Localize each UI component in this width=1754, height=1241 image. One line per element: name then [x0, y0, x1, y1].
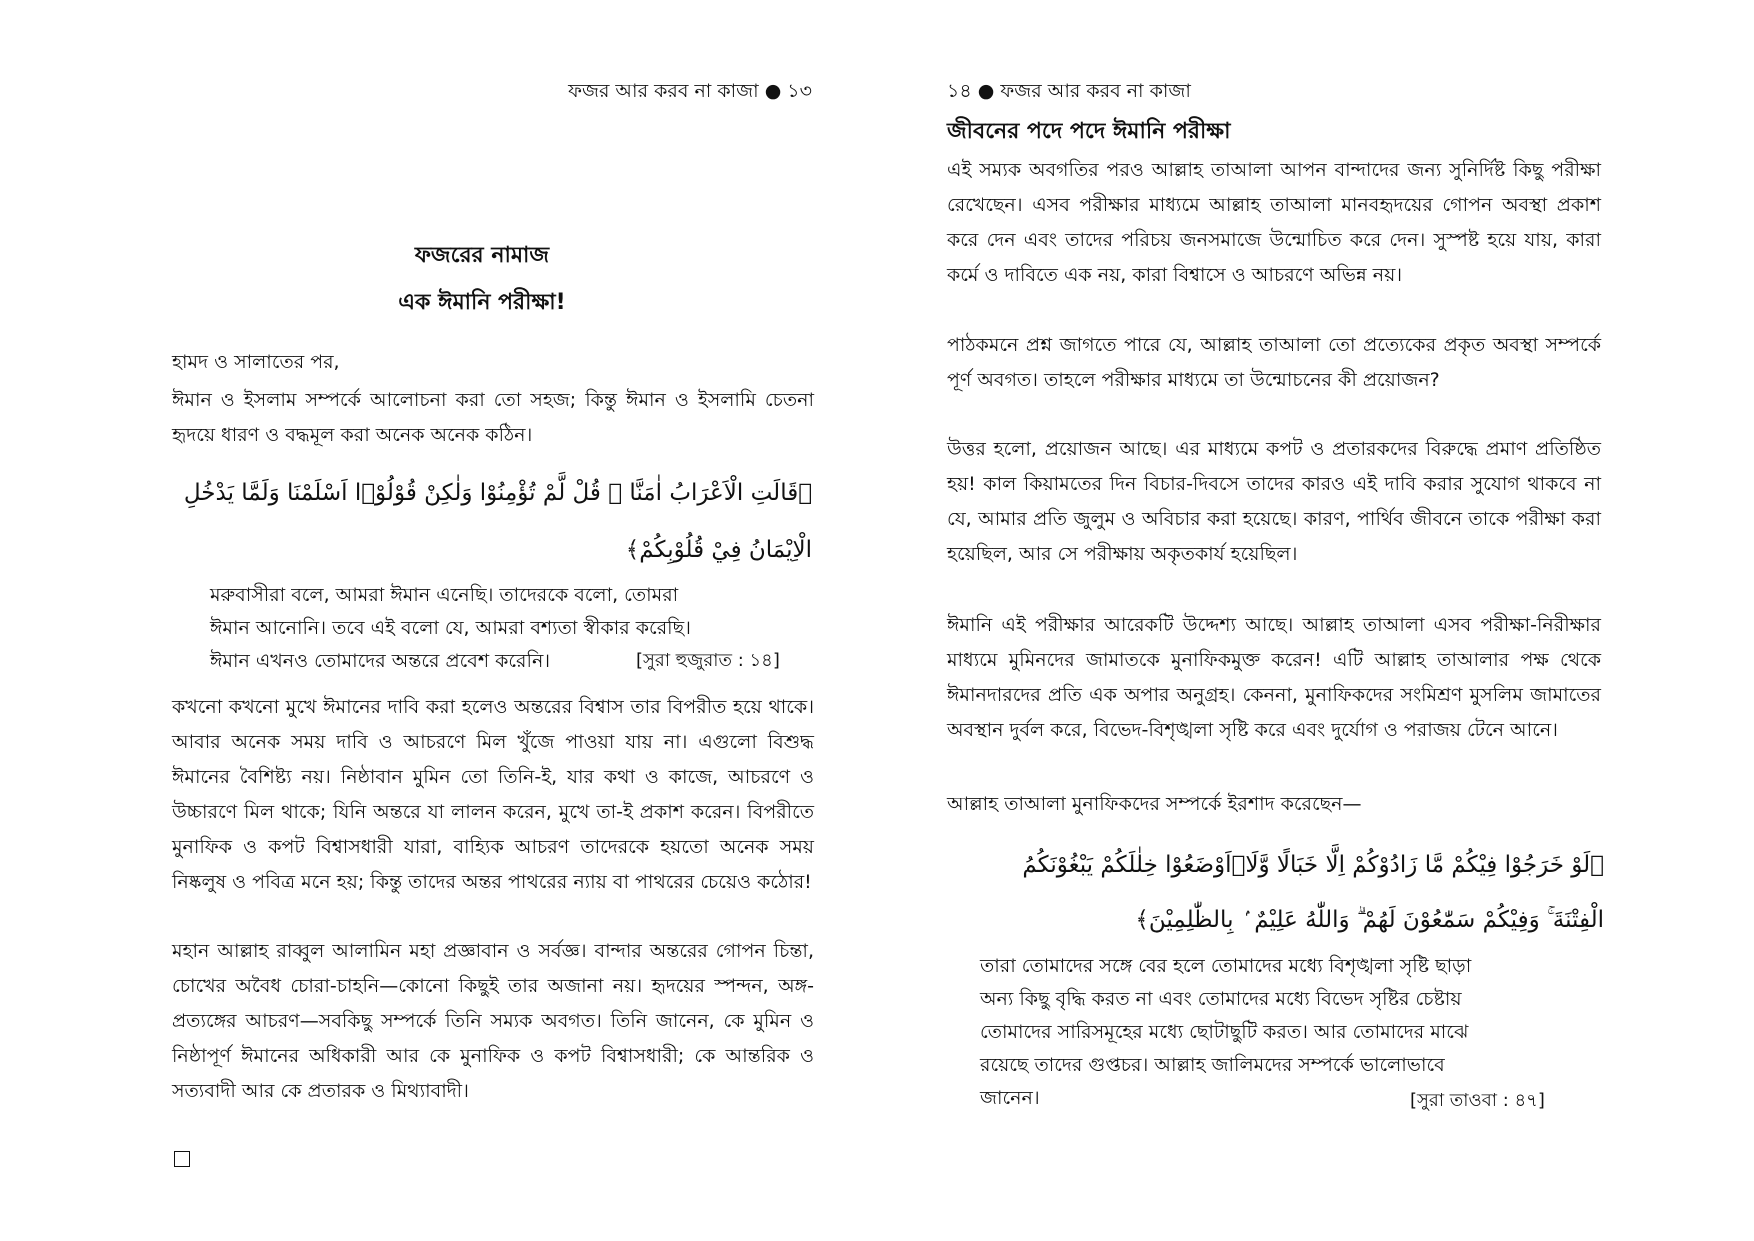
verse-translation	[980, 950, 1471, 1115]
salutation: হামদ ও সালাতের পর,	[172, 351, 340, 373]
section-heading: জীবনের পদে পদে ঈমানি পরীক্ষা	[947, 119, 1231, 144]
paragraph: মহান আল্লাহ রাব্বুল আলামিন মহা প্রজ্ঞাবান ও সর্বজ্ঞ। বান্দার অন্তরের গোপন চিন্তা, চোখের অবৈধ চোরা-চাহনি—কোনো কিছুই তার অজানা নয়। হৃদয়ের স্পন্দন, অঙ্গ-প্রত্যঙ্গের আচরণ—সবকিছু সম্পর্কে তিনি সম্যক অবগত। তিনি জানেন, কে মুমিন ও নিষ্ঠাপূর্ণ ঈমানের অধিকারী আর কে মুনাফিক ও কপট বিশ্বাসধারী; কে আন্তরিক ও সত্যবাদী আর কে প্রতারক ও মিথ্যাবাদী।	[172, 940, 814, 1102]
verse-reference: [সুরা হুজুরাত : ১৪]	[636, 650, 780, 671]
paragraph: উত্তর হলো, প্রয়োজন আছে। এর মাধ্যমে কপট ও প্রতারকদের বিরুদ্ধে প্রমাণ প্রতিষ্ঠিত হয়! কাল কিয়ামতের দিন বিচার-দিবসে তাদের কারও এই দাবি করার সুযোগ থাকবে না যে, আমার প্রতি জুলুম ও অবিচার করা হয়েছে। কারণ, পার্থিব জীবনে তাকে পরীক্ষা করা হয়েছিল, আর সে পরীক্ষায় অকৃতকার্য হয়েছিল।	[947, 438, 1601, 565]
paragraph: ঈমান ও ইসলাম সম্পর্কে আলোচনা করা তো সহজ; কিন্তু ঈমান ও ইসলামি চেতনা হৃদয়ে ধারণ ও বদ্ধমূল করা অনেক অনেক কঠিন।	[172, 389, 814, 446]
verse-translation	[210, 579, 691, 678]
paragraph: কখনো কখনো মুখে ঈমানের দাবি করা হলেও অন্তরের বিশ্বাস তার বিপরীত হয়ে থাকে। আবার অনেক সময় দাবি ও আচরণে মিল খুঁজে পাওয়া যায় না। এগুলো বিশুদ্ধ ঈমানের বৈশিষ্ট্য নয়। নিষ্ঠাবান মুমিন তো তিনি-ই, যার কথা ও কাজে, আচরণে ও উচ্চারণে মিল থাকে; যিনি অন্তরে যা লালন করেন, মুখে তা-ই প্রকাশ করেন। বিপরীতে মুনাফিক ও কপট বিশ্বাসধারী যারা, বাহ্যিক আচরণ তাদেরকে হয়তো অনেক সময় নিষ্কলুষ ও পবিত্র মনে হয়; কিন্তু তাদের অন্তর পাথরের ন্যায় বা পাথরের চেয়েও কঠোর!	[172, 696, 814, 893]
end-of-section-mark	[174, 1151, 190, 1167]
translation-line: ঈমান এখনও তোমাদের অন্তরে প্রবেশ করেনি।	[210, 650, 551, 672]
running-header: ১৪ ● ফজর আর করব না কাজা	[947, 80, 1191, 102]
paragraph: আল্লাহ তাআলা মুনাফিকদের সম্পর্কে ইরশাদ করেছেন—	[947, 793, 1362, 815]
translation-line: তারা তোমাদের সঙ্গে বের হলে তোমাদের মধ্যে বিশৃঙ্খলা সৃষ্টি ছাড়া	[980, 955, 1472, 977]
arabic-verse-line: ﴿قَالَتِ الْاَعْرَابُ اٰمَنَّا ۗ قُلْ لَّمْ تُؤْمِنُوْا وَلٰكِنْ قُوْلُوْۤا اَسْلَمْنَا وَلَمَّا يَدْخُلِ	[183, 480, 812, 506]
right-page	[877, 0, 1754, 1241]
translation-line: অন্য কিছু বৃদ্ধি করত না এবং তোমাদের মধ্যে বিভেদ সৃষ্টির চেষ্টায়	[980, 988, 1462, 1010]
translation-line: মরুবাসীরা বলে, আমরা ঈমান এনেছি। তাদেরকে বলো, তোমরা	[210, 584, 679, 606]
arabic-verse-line: ﴿لَوْ خَرَجُوْا فِيْكُمْ مَّا زَادُوْكُمْ اِلَّا خَبَالًا وَّلَاۡاَوْضَعُوْا خِلٰلَكُمْ يَبْغُوْنَكُمُ	[1022, 852, 1604, 878]
paragraph: ঈমানি এই পরীক্ষার আরেকটি উদ্দেশ্য আছে। আল্লাহ তাআলা এসব পরীক্ষা-নিরীক্ষার মাধ্যমে মুমিনদের জামাতকে মুনাফিকমুক্ত করেন! এটি আল্লাহ তাআলার পক্ষ থেকে ঈমানদারদের প্রতি এক অপার অনুগ্রহ। কেননা, মুনাফিকদের সংমিশ্রণ মুসলিম জামাতের অবস্থান দুর্বল করে, বিভেদ-বিশৃঙ্খলা সৃষ্টি করে এবং দুর্যোগ ও পরাজয় টেনে আনে।	[947, 614, 1601, 741]
translation-line: রয়েছে তাদের গুপ্তচর। আল্লাহ জালিমদের সম্পর্কে ভালোভাবে	[980, 1054, 1445, 1076]
arabic-verse-line: الْاِيْمَانُ فِيْ قُلُوْبِكُمْ﴾	[625, 537, 812, 563]
translation-line: তোমাদের সারিসমূহের মধ্যে ছোটাছুটি করত। আর তোমাদের মাঝে	[980, 1021, 1469, 1043]
arabic-verse-line: الْفِتْنَةَ ۚ وَفِيْكُمْ سَمّٰعُوْنَ لَهُمْ ۗ وَاللّٰهُ عَلِيْمٌ ۢ بِالظّٰلِمِيْنَ﴾	[1135, 907, 1604, 933]
translation-line: জানেন।	[980, 1087, 1040, 1109]
chapter-subtitle: এক ঈমানি পরীক্ষা!	[398, 290, 566, 315]
translation-line: ঈমান আনোনি। তবে এই বলো যে, আমরা বশ্যতা স্বীকার করেছি।	[210, 617, 691, 639]
paragraph: এই সম্যক অবগতির পরও আল্লাহ তাআলা আপন বান্দাদের জন্য সুনির্দিষ্ট কিছু পরীক্ষা রেখেছেন। এসব পরীক্ষার মাধ্যমে আল্লাহ তাআলা মানবহৃদয়ের গোপন অবস্থা প্রকাশ করে দেন এবং তাদের পরিচয় জনসমাজে উন্মোচিত করে দেন। সুস্পষ্ট হয়ে যায়, কারা কর্মে ও দাবিতে এক নয়, কারা বিশ্বাসে ও আচরণে অভিন্ন নয়।	[947, 159, 1601, 286]
chapter-title: ফজরের নামাজ	[414, 243, 550, 268]
verse-reference: [সুরা তাওবা : ৪৭]	[1410, 1090, 1545, 1111]
paragraph: পাঠকমনে প্রশ্ন জাগতে পারে যে, আল্লাহ তাআলা তো প্রত্যেকের প্রকৃত অবস্থা সম্পর্কে পূর্ণ অবগত। তাহলে পরীক্ষার মাধ্যমে তা উন্মোচনের কী প্রয়োজন?	[947, 334, 1601, 391]
running-header: ফজর আর করব না কাজা ● ১৩	[568, 80, 812, 102]
